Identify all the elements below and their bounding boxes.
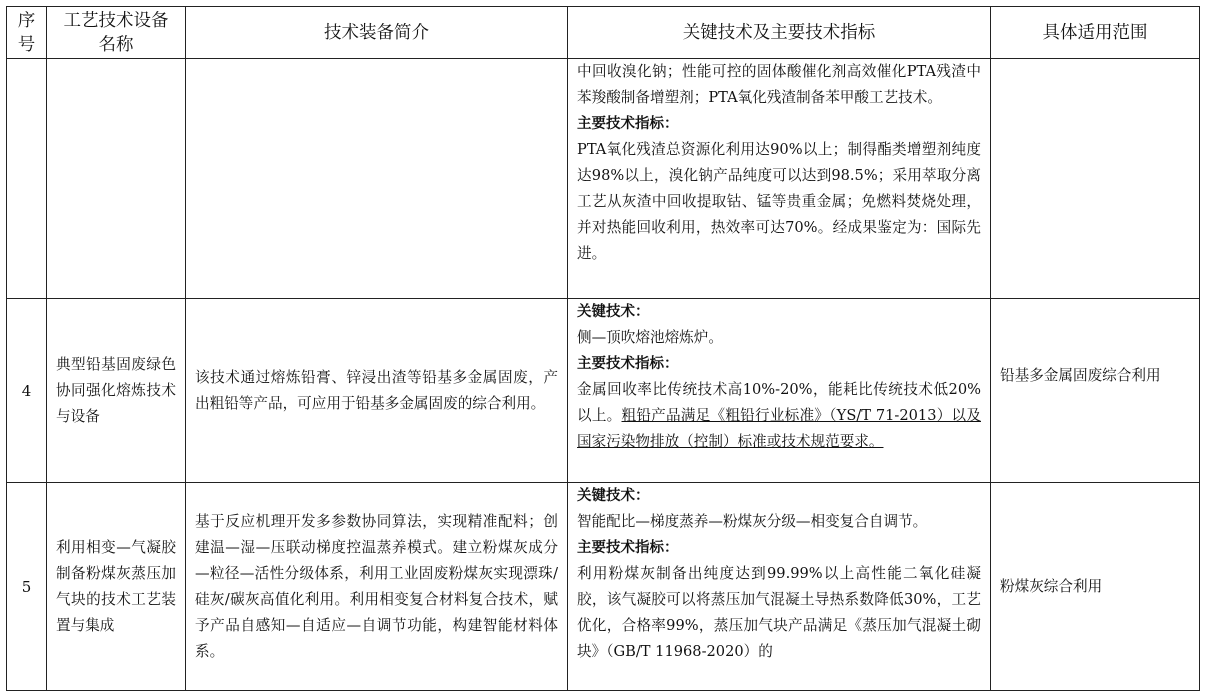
row5-key-cell	[568, 483, 991, 691]
tech-catalog-table	[6, 6, 1200, 691]
row4-scope: 铅基多金属固废综合利用	[991, 299, 1200, 483]
row5-key-text: 智能配比—梯度蒸养—粉煤灰分级—相变复合自调节。	[577, 513, 928, 530]
row5-indicators-text: 利用粉煤灰制备出纯度达到99.99%以上高性能二氧化硅凝胶，该气凝胶可以将蒸压加气混凝土导热系数降低30%，工艺优化，合格率99%，蒸压加气块产品满足《蒸压加气混凝土砌块》（GB/T 11968-2020）的	[577, 565, 981, 660]
row5-indicators-label: 主要技术指标：	[577, 540, 679, 556]
header-intro: 技术装备简介	[186, 7, 568, 59]
row3-seq-cell	[7, 59, 47, 299]
row5-seq: 5	[7, 483, 47, 691]
row4-name: 典型铅基固废绿色协同强化熔炼技术与设备	[47, 299, 186, 483]
header-row	[7, 7, 1200, 59]
header-scope: 具体适用范围	[991, 7, 1200, 59]
row3-key-cell	[568, 59, 991, 299]
row3-indicators-label: 主要技术指标：	[577, 116, 679, 132]
header-seq: 序号	[7, 7, 47, 59]
table-row	[7, 59, 1200, 299]
row3-key-text: 中回收溴化钠；性能可控的固体酸催化剂高效催化PTA残渣中苯羧酸制备增塑剂；PTA氧化残渣制备苯甲酸工艺技术。	[577, 63, 981, 106]
table-row	[7, 483, 1200, 691]
row4-indicators-text: 金属回收率比传统技术高10%-20%，能耗比传统技术低20%以上。	[577, 381, 981, 424]
row4-indicators-label: 主要技术指标：	[577, 356, 679, 372]
row4-key-cell	[568, 299, 991, 483]
row5-name: 利用相变—气凝胶制备粉煤灰蒸压加气块的技术工艺装置与集成	[47, 483, 186, 691]
row4-seq: 4	[7, 299, 47, 483]
header-name: 工艺技术设备名称	[47, 7, 186, 59]
row5-scope: 粉煤灰综合利用	[991, 483, 1200, 691]
row4-intro: 该技术通过熔炼铅膏、锌浸出渣等铅基多金属固废，产出粗铅等产品，可应用于铅基多金属固废的综合利用。	[186, 299, 568, 483]
row3-name-cell	[47, 59, 186, 299]
row4-key-label: 关键技术：	[577, 304, 650, 320]
table-row	[7, 299, 1200, 483]
row4-indicators-underlined: 粗铅产品满足《粗铅行业标准》（YS/T 71-2013）以及国家污染物排放（控制）标准或技术规范要求。	[577, 407, 981, 450]
row3-intro-cell	[186, 59, 568, 299]
row5-key-label: 关键技术：	[577, 488, 650, 504]
row3-indicators-text: PTA氧化残渣总资源化利用达90%以上；制得酯类增塑剂纯度达98%以上，溴化钠产品纯度可以达到98.5%；采用萃取分离工艺从灰渣中回收提取钴、锰等贵重金属；免燃料焚烧处理，并对热能回收利用，热效率可达70%。经成果鉴定为：国际先进。	[577, 141, 981, 262]
row4-key-text: 侧—顶吹熔池熔炼炉。	[577, 329, 723, 346]
row5-intro: 基于反应机理开发多参数协同算法，实现精准配料；创建温—湿—压联动梯度控温蒸养模式。建立粉煤灰成分—粒径—活性分级体系，利用工业固废粉煤灰实现漂珠/硅灰/碳灰高值化利用。利用相变复合材料复合技术，赋予产品自感知—自适应—自调节功能，构建智能材料体系。	[186, 483, 568, 691]
row3-scope-cell	[991, 59, 1200, 299]
header-key: 关键技术及主要技术指标	[568, 7, 991, 59]
